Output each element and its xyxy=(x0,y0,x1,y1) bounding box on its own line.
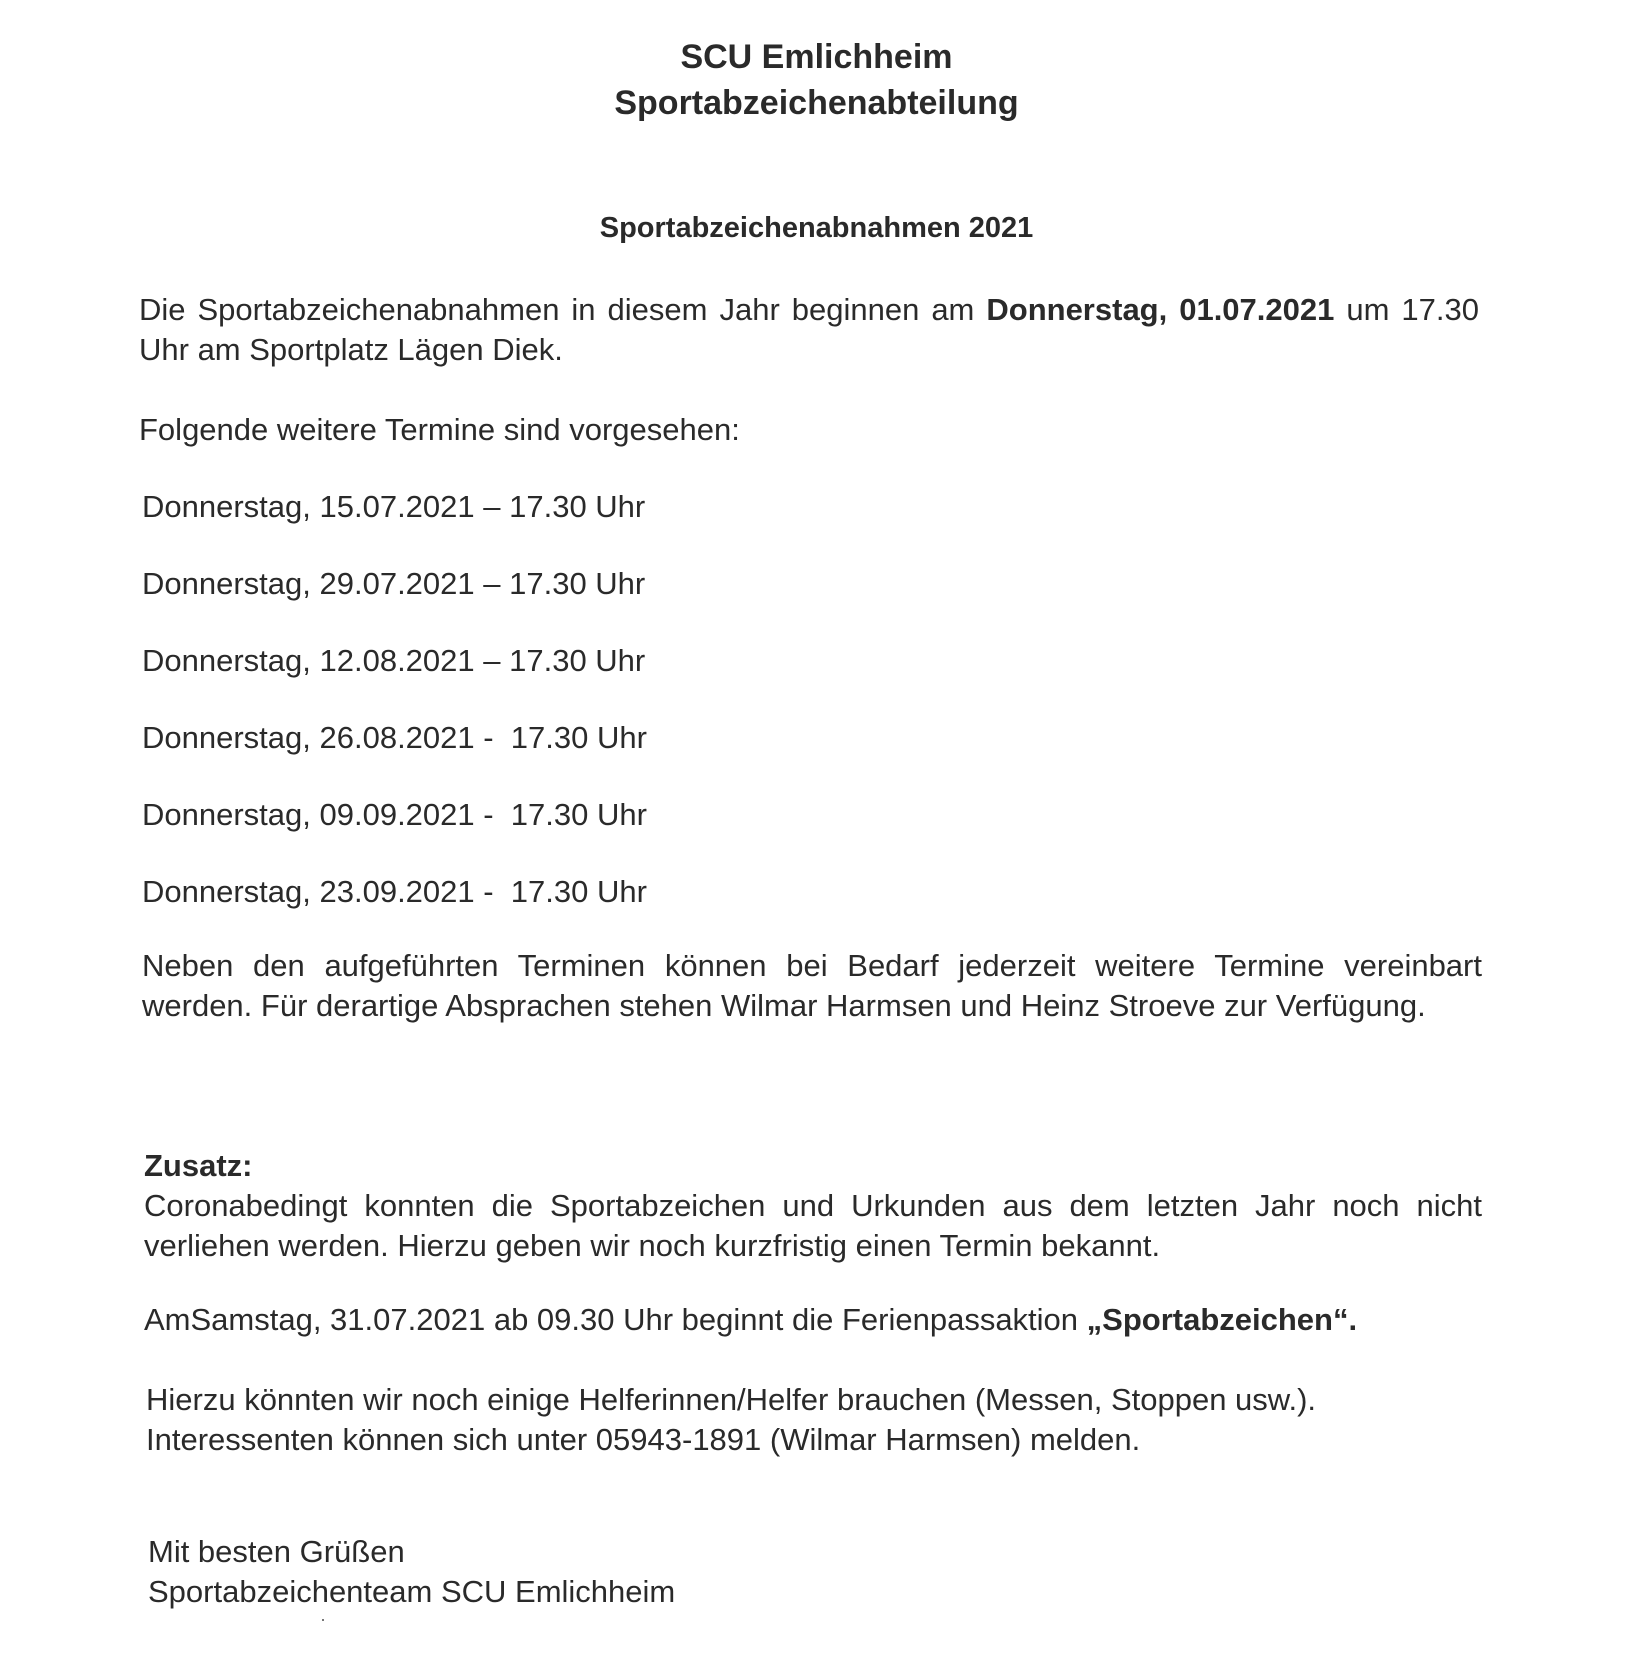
ferienpass-action-name: „Sportabzeichen“. xyxy=(1086,1302,1358,1337)
ferienpass-text: AmSamstag, 31.07.2021 ab 09.30 Uhr beginnt die Ferienpassaktion xyxy=(144,1302,1087,1337)
date-item: Donnerstag, 09.09.2021 - 17.30 Uhr xyxy=(142,797,647,832)
intro-paragraph xyxy=(139,290,1479,370)
zusatz-text: Coronabedingt konnten die Sportabzeichen und Urkunden aus dem letzten Jahr noch nicht verliehen werden. Hierzu geben wir noch kurzfristig einen Termin bekannt. xyxy=(144,1188,1482,1263)
intro-start-date: Donnerstag, 01.07.2021 xyxy=(986,292,1335,327)
additional-appointments-paragraph: Neben den aufgeführten Terminen können bei Bedarf jederzeit weitere Termine vereinbart werden. Für derartige Absprachen stehen Wilmar Harmsen und Heinz Stroeve zur Verfügung. xyxy=(142,948,1482,1023)
further-dates-label: Folgende weitere Termine sind vorgesehen: xyxy=(139,412,740,447)
club-name: SCU Emlichheim xyxy=(680,38,953,76)
helpers-line-2: Interessenten können sich unter 05943-1891 (Wilmar Harmsen) melden. xyxy=(146,1422,1141,1457)
helpers-paragraph xyxy=(146,1380,1546,1460)
intro-text-2: um 17.30 Uhr am Sportplatz Lägen Diek. xyxy=(139,292,1479,367)
ferienpass-paragraph xyxy=(144,1300,1544,1340)
date-item: Donnerstag, 29.07.2021 – 17.30 Uhr xyxy=(142,566,646,601)
closing-signature: Sportabzeichenteam SCU Emlichheim xyxy=(148,1574,676,1609)
date-item: Donnerstag, 12.08.2021 – 17.30 Uhr xyxy=(142,643,646,678)
closing-block xyxy=(148,1532,675,1612)
helpers-line-1: Hierzu könnten wir noch einige Helferinnen/Helfer brauchen (Messen, Stoppen usw.). xyxy=(146,1382,1317,1417)
document-subtitle: Sportabzeichenabnahmen 2021 xyxy=(599,212,1034,244)
department-name: Sportabzeichenabteilung xyxy=(614,84,1019,122)
date-item: Donnerstag, 26.08.2021 - 17.30 Uhr xyxy=(142,720,647,755)
closing-greeting: Mit besten Grüßen xyxy=(148,1534,405,1569)
scan-speck xyxy=(322,1619,324,1621)
date-item: Donnerstag, 15.07.2021 – 17.30 Uhr xyxy=(142,489,646,524)
zusatz-label: Zusatz: xyxy=(144,1148,253,1183)
intro-text-1: Die Sportabzeichenabnahmen in diesem Jahr beginnen am xyxy=(139,292,987,327)
date-item: Donnerstag, 23.09.2021 - 17.30 Uhr xyxy=(142,874,647,909)
zusatz-section xyxy=(144,1146,253,1186)
